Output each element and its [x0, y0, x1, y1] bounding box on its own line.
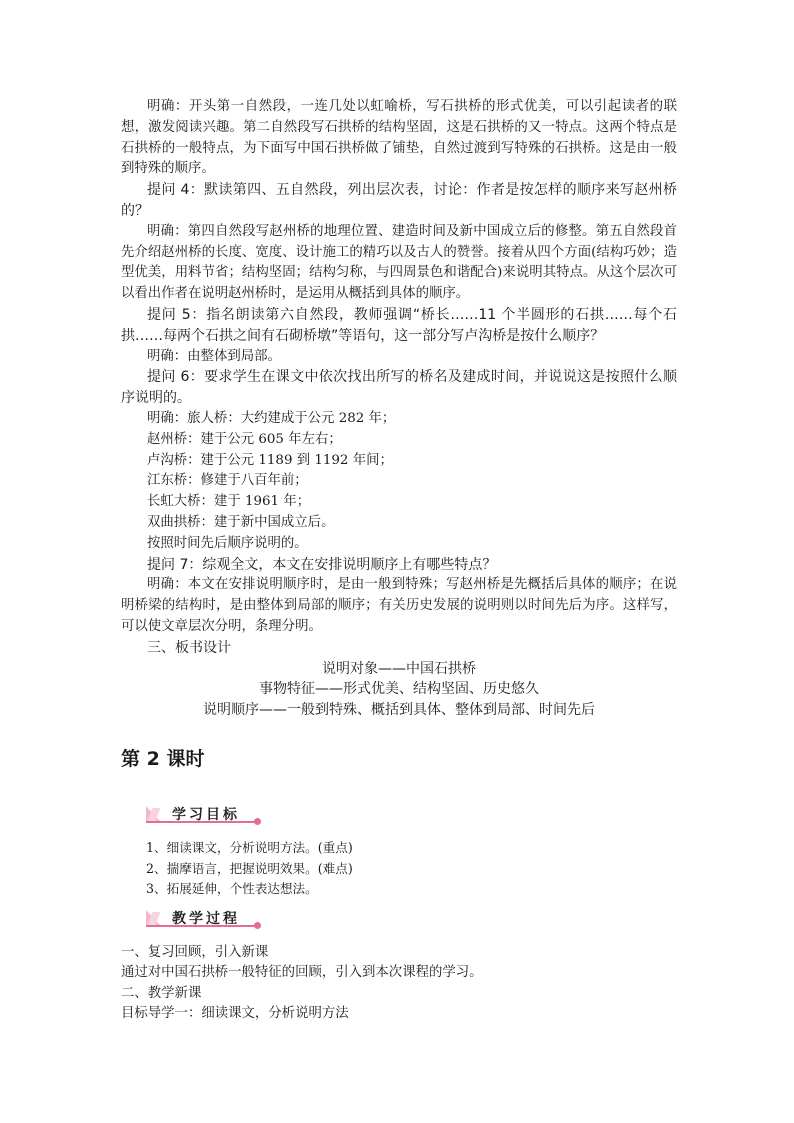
answer-7: 明确：本文在安排说明顺序时，是由一般到特殊；写赵州桥是先概括后具体的顺序；在说明桥梁的结构时，是由整体到局部的顺序；有关历史发展的说明则以时间先后为序。这样写，可以使文章层次分明，条理分明。 — [121, 577, 677, 634]
answer-paragraph-1: 明确：开头第一自然段，一连几处以虹喻桥，写石拱桥的形式优美，可以引起读者的联想，激发阅读兴趣。第二自然段写石拱桥的结构坚固，这是石拱桥的又一特点。这两个特点是石拱桥的一般特点，为下面写中国石拱桥做了铺垫，自然过渡到写特殊的石拱桥。这是由一般到特殊的顺序。 — [121, 99, 677, 177]
answer-6-line: 江东桥：修建于八百年前； — [147, 473, 308, 489]
goals-banner — [146, 805, 262, 827]
answer-6-line: 赵州桥：建于公元 605 年左右； — [147, 431, 342, 447]
question-6: 提问 6：要求学生在课文中依次找出所写的桥名及建成时间，并说说这是按照什么顺序说明的。 — [121, 369, 677, 407]
board-line-object: 说明对象——中国石拱桥 — [322, 660, 476, 677]
board-line-order: 说明顺序——一般到特殊、概括到具体、整体到局部、时间先后 — [203, 702, 595, 719]
process-banner — [146, 909, 262, 931]
board-design-heading: 三、板书设计 — [147, 639, 231, 656]
teaching-process — [121, 943, 677, 1024]
answer-6-line: 双曲拱桥：建于新中国成立后。 — [147, 514, 335, 530]
answer-6-line: 长虹大桥：建于 1961 年； — [147, 494, 311, 510]
question-5: 提问 5：指名朗读第六自然段，教师强调“桥长……11 个半圆形的石拱……每个石拱……每两个石拱之间有石砌桥墩”等语句，这一部分写卢沟桥是按什么顺序？ — [121, 306, 677, 344]
answer-5: 明确：由整体到局部。 — [147, 348, 281, 364]
learning-goals-list — [146, 838, 666, 900]
banner-dot — [254, 922, 261, 929]
goal-item: 2、揣摩语言，把握说明效果。(难点) — [146, 860, 353, 876]
process-step-text: 通过对中国石拱桥一般特征的回顾，引入到本次课程的学习。 — [121, 965, 483, 981]
lesson-2-title: 第 2 课时 — [121, 748, 205, 770]
process-step-new-lesson: 二、教学新课 — [121, 985, 202, 1001]
answer-4: 明确：第四自然段写赵州桥的地理位置、建造时间及新中国成立后的修整。第五自然段首先介绍赵州桥的长度、宽度、设计施工的精巧以及古人的赞誉。接着从四个方面(结构巧妙；造型优美，用料节省；结构坚固；结构匀称，与四周景色和谐配合)来说明其特点。从这个层次可以看出作者在说明赵州桥时，是运用从概括到具体的顺序。 — [121, 223, 677, 302]
discussion-section — [121, 97, 677, 721]
process-step-review: 一、复习回顾，引入新课 — [121, 945, 269, 960]
process-banner-label: 教学过程 — [172, 911, 240, 927]
board-line-features: 事物特征——形式优美、结构坚固、历史悠久 — [259, 681, 539, 698]
question-4: 提问 4：默读第四、五自然段，列出层次表，讨论：作者是按怎样的顺序来写赵州桥的？ — [121, 182, 677, 219]
answer-6-line: 按照时间先后顺序说明的。 — [147, 535, 308, 551]
process-step-goal-1: 目标导学一：细读课文，分析说明方法 — [121, 1005, 349, 1021]
answer-6-line: 明确：旅人桥：大约建成于公元 282 年； — [147, 410, 396, 426]
goal-item: 1、细读课文，分析说明方法。(重点) — [146, 840, 353, 855]
question-7: 提问 7：综观全文，本文在安排说明顺序上有哪些特点？ — [147, 556, 497, 573]
answer-6-line: 卢沟桥：建于公元 1189 到 1192 年间； — [147, 452, 393, 468]
goal-item: 3、拓展延伸，个性表达想法。 — [146, 881, 318, 896]
goals-banner-label: 学习目标 — [172, 807, 240, 823]
banner-dot — [254, 818, 261, 825]
